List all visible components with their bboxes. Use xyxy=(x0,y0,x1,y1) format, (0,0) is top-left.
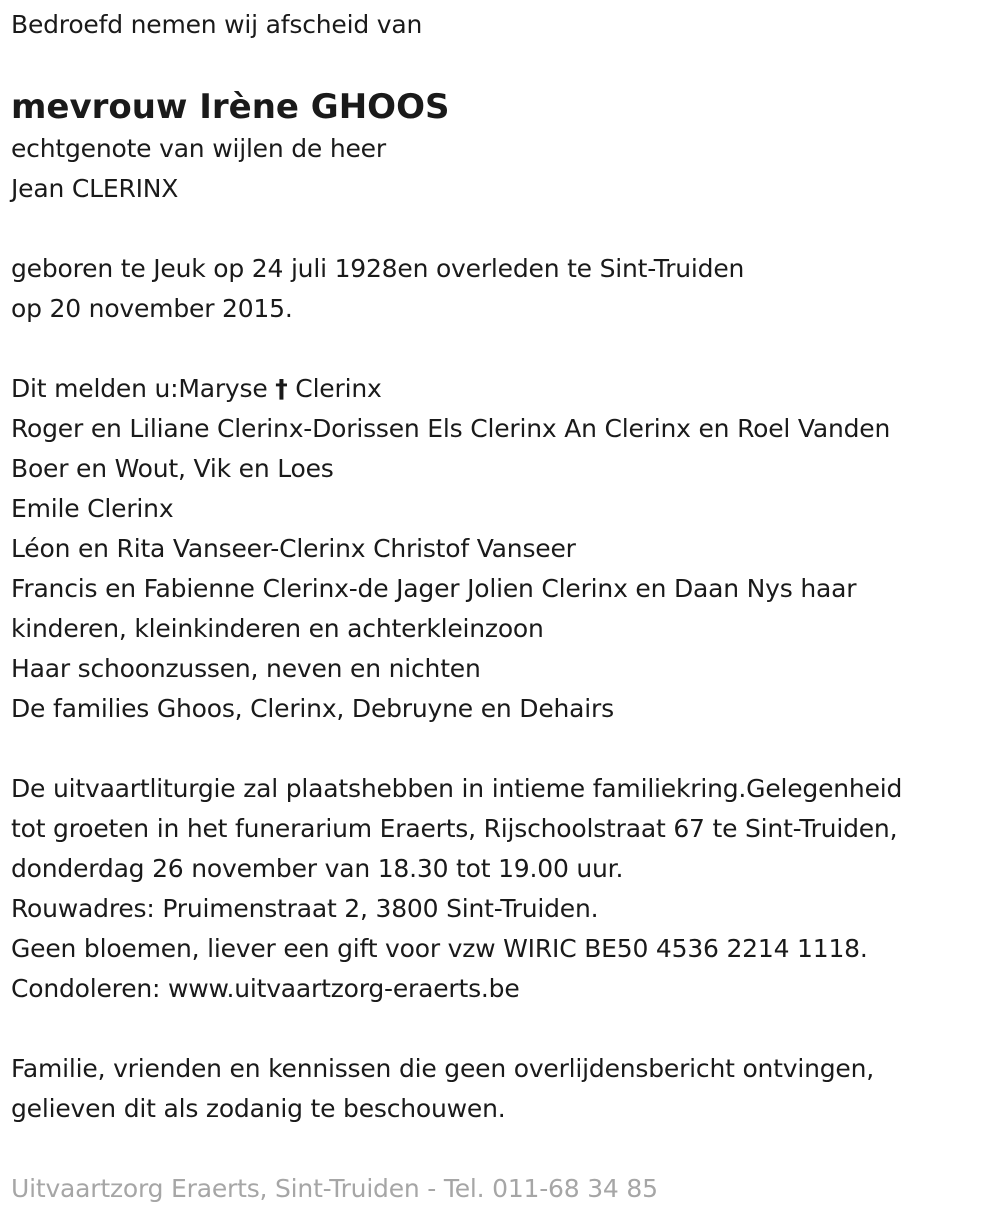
family-line: kinderen, kleinkinderen en achterkleinzoon xyxy=(11,614,544,643)
family-line: De families Ghoos, Clerinx, Debruyne en Dehairs xyxy=(11,694,614,723)
birth-death-line-2: op 20 november 2015. xyxy=(11,294,293,323)
deceased-name: mevrouw Irène GHOOS xyxy=(11,87,450,127)
intro-text: Bedroefd nemen wij afscheid van xyxy=(11,10,423,39)
spouse-line-1: echtgenote van wijlen de heer xyxy=(11,134,386,163)
spacer xyxy=(11,1129,991,1169)
donation-line: Geen bloemen, liever een gift voor vzw WIRIC BE50 4536 2214 1118. xyxy=(11,934,868,963)
family-line: Boer en Wout, Vik en Loes xyxy=(11,454,334,483)
cross-icon: † xyxy=(275,374,288,403)
family-line: Francis en Fabienne Clerinx-de Jager Jolien Clerinx en Daan Nys haar xyxy=(11,574,857,603)
family-line: Roger en Liliane Clerinx-Dorissen Els Clerinx An Clerinx en Roel Vanden xyxy=(11,414,891,443)
spacer xyxy=(11,729,991,769)
mourning-address: Rouwadres: Pruimenstraat 2, 3800 Sint-Truiden. xyxy=(11,894,599,923)
spacer xyxy=(11,45,991,85)
funeral-line: tot groeten in het funerarium Eraerts, Rijschoolstraat 67 te Sint-Truiden, xyxy=(11,814,898,843)
family-line: Haar schoonzussen, neven en nichten xyxy=(11,654,481,683)
condolence-line: Condoleren: www.uitvaartzorg-eraerts.be xyxy=(11,974,520,1003)
spacer xyxy=(11,329,991,369)
family-first-prefix: Dit melden u:Maryse xyxy=(11,374,276,403)
spacer xyxy=(11,209,991,249)
spouse-line-2: Jean CLERINX xyxy=(11,174,179,203)
obituary-notice xyxy=(11,5,991,1209)
family-line: Léon en Rita Vanseer-Clerinx Christof Vanseer xyxy=(11,534,576,563)
funeral-home-footer: Uitvaartzorg Eraerts, Sint-Truiden - Tel. 011-68 34 85 xyxy=(11,1174,658,1203)
family-line-first xyxy=(11,369,991,409)
notice-line-1: Familie, vrienden en kennissen die geen overlijdensbericht ontvingen, xyxy=(11,1054,875,1083)
family-first-suffix: Clerinx xyxy=(287,374,382,403)
family-line: Emile Clerinx xyxy=(11,494,174,523)
funeral-line: De uitvaartliturgie zal plaatshebben in intieme familiekring.Gelegenheid xyxy=(11,774,903,803)
spacer xyxy=(11,1009,991,1049)
birth-death-line-1: geboren te Jeuk op 24 juli 1928en overleden te Sint-Truiden xyxy=(11,254,745,283)
notice-line-2: gelieven dit als zodanig te beschouwen. xyxy=(11,1094,506,1123)
funeral-line: donderdag 26 november van 18.30 tot 19.00 uur. xyxy=(11,854,624,883)
